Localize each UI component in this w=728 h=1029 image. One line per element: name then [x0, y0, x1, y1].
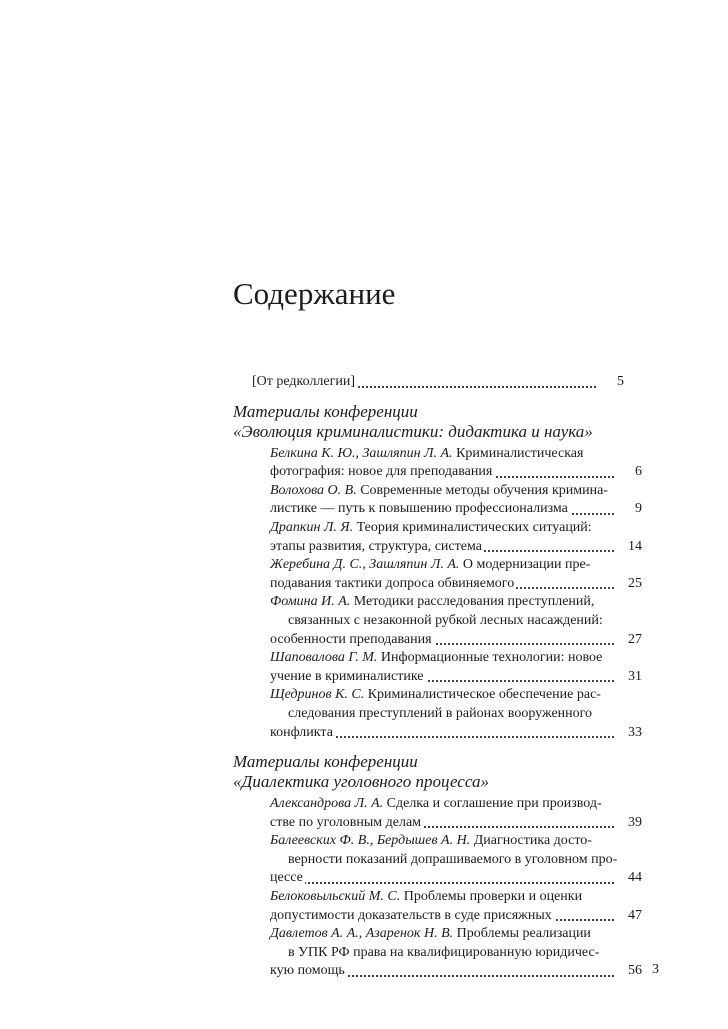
toc-entry-title: связанных с незаконной рубкой лесных насаждений: — [288, 612, 603, 628]
toc-entry-title: учение в криминалистике — [270, 668, 424, 684]
toc-entry-title: Сделка и соглашение при производ- — [386, 796, 602, 812]
toc-entry-title: Проблемы проверки и оценки — [403, 889, 583, 905]
toc-page-number: 31 — [616, 668, 642, 687]
toc-entry[interactable] — [233, 593, 666, 649]
dot-leader — [288, 736, 642, 738]
toc-entry-title: конфликта — [270, 724, 333, 740]
toc-entry-title: подавания тактики допроса обвиняемого — [270, 575, 515, 591]
toc-entry[interactable] — [233, 686, 666, 742]
toc-entry-authors: Жеребина Д. С., Зашляпин Л. А. — [270, 557, 460, 573]
toc-entry[interactable] — [233, 649, 666, 686]
toc-entry-title: допустимости доказательств в суде присяжных — [270, 907, 552, 923]
toc-entry-title: Криминалистическое обеспечение рас- — [367, 687, 601, 703]
section-heading-line: Материалы конференции — [233, 401, 418, 421]
toc-entry-authors: Шаповалова Г. М. — [270, 650, 378, 666]
toc-entry-title: Проблемы реализации — [456, 926, 591, 942]
toc-entry-title: в УПК РФ права на квалифицированную юридичес- — [288, 944, 600, 960]
toc-entry[interactable] — [233, 519, 666, 556]
page-number: 3 — [652, 962, 659, 977]
toc-section-1 — [233, 402, 666, 743]
toc-entry[interactable] — [233, 482, 666, 519]
table-of-contents — [233, 373, 666, 981]
toc-entry-title: Методики расследования преступлений, — [353, 594, 595, 610]
toc-page-number: 39 — [616, 814, 642, 833]
toc-page-number: 27 — [616, 631, 642, 650]
toc-entry-title: стве по уголовным делам — [270, 814, 422, 830]
section-heading — [233, 752, 666, 792]
toc-page-number: 5 — [598, 373, 624, 392]
toc-entry-title: Современные методы обучения кримина- — [360, 482, 608, 498]
toc-entry-title: О модернизации пре- — [462, 557, 591, 573]
toc-entry-title: особенности преподавания — [270, 631, 432, 647]
toc-entry-authors: Белкина К. Ю., Зашляпин Л. А. — [270, 445, 453, 461]
section-heading-line: «Эволюция криминалистики: дидактика и наука» — [233, 421, 593, 441]
toc-entry-authors: Давлетов А. А., Азаренок Н. В. — [270, 926, 454, 942]
toc-entry-authors: Балеевских Ф. В., Бердышев А. Н. — [270, 833, 471, 849]
toc-entry-title: этапы развития, структура, система — [270, 538, 482, 554]
toc-entry-title: Криминалистическая — [456, 445, 584, 461]
toc-entry-authors: Щедринов К. С. — [270, 687, 365, 703]
toc-page-number: 14 — [616, 538, 642, 557]
toc-page-number: 9 — [616, 500, 642, 519]
toc-entry[interactable] — [233, 925, 666, 981]
toc-entry-authors: Волохова О. В. — [270, 482, 357, 498]
toc-entry-title: Теория криминалистических ситуаций: — [356, 519, 592, 535]
toc-page-number: 44 — [616, 869, 642, 888]
toc-entry-authors: Драпкин Л. Я. — [270, 519, 354, 535]
toc-entry[interactable] — [233, 445, 666, 482]
toc-entry-title: следования преступлений в районах вооруженного — [288, 705, 593, 721]
toc-entry-authors: Александрова Л. А. — [270, 796, 384, 812]
toc-page-number: 25 — [616, 575, 642, 594]
section-heading — [233, 402, 666, 442]
toc-page-number: 56 — [616, 962, 642, 981]
section-heading-line: Материалы конференции — [233, 752, 418, 772]
toc-page-number: 33 — [616, 724, 642, 743]
toc-entry-title: листике — путь к повышению профессионализма — [270, 501, 568, 517]
toc-entry-title: Информационные технологии: новое — [380, 650, 603, 666]
toc-entry-editorial[interactable] — [233, 373, 666, 392]
toc-entry-authors: Фомина И. А. — [270, 594, 351, 610]
toc-entry-title: [От редколлегии] — [252, 374, 356, 389]
toc-entry-title: фотография: новое для преподавания — [270, 464, 493, 480]
toc-entry-title: цессе — [270, 870, 303, 886]
toc-section-2 — [233, 752, 666, 981]
toc-entry[interactable] — [233, 832, 666, 888]
toc-entry[interactable] — [233, 556, 666, 593]
toc-page-number: 47 — [616, 907, 642, 926]
toc-entry-authors: Белоковыльский М. С. — [270, 889, 401, 905]
section-heading-line: «Диалектика уголовного процесса» — [233, 772, 489, 792]
dot-leader — [288, 882, 642, 884]
toc-entry-title: верности показаний допрашиваемого в уголовном про- — [288, 851, 618, 867]
toc-entry-title: Диагностика досто- — [473, 833, 592, 849]
toc-entry[interactable] — [233, 795, 666, 832]
page-title: Содержание — [233, 276, 396, 311]
toc-entry[interactable] — [233, 888, 666, 925]
toc-page-number: 6 — [616, 463, 642, 482]
toc-entry-title: кую помощь — [270, 963, 345, 979]
